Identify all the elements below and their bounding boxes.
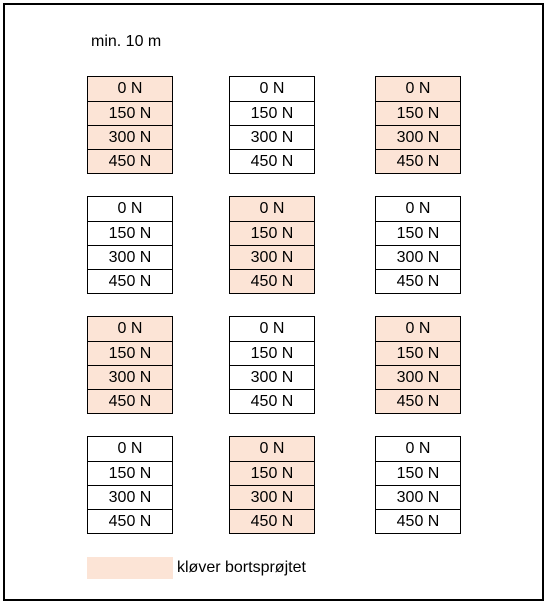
distance-label: min. 10 m: [91, 33, 162, 50]
plot-cell: 300 N: [230, 125, 314, 149]
plot-cell: 150 N: [230, 101, 314, 125]
plot-cell: 150 N: [376, 341, 460, 365]
plot-cell: 150 N: [376, 101, 460, 125]
plot-cell: 450 N: [88, 509, 172, 533]
plot-cell: 0 N: [376, 317, 460, 341]
plot-cell: 300 N: [230, 365, 314, 389]
plot-cell: 150 N: [376, 221, 460, 245]
plot-cell: 0 N: [230, 437, 314, 461]
plot-cell: 150 N: [88, 341, 172, 365]
plot-r2-c3: [375, 196, 461, 294]
plot-cell: 300 N: [88, 485, 172, 509]
plot-cell: 0 N: [88, 317, 172, 341]
plot-cell: 0 N: [376, 197, 460, 221]
plot-cell: 450 N: [88, 269, 172, 293]
plot-cell: 450 N: [376, 269, 460, 293]
plot-cell: 300 N: [376, 485, 460, 509]
plot-r2-c1: [87, 196, 173, 294]
plot-cell: 0 N: [230, 317, 314, 341]
plot-cell: 0 N: [376, 437, 460, 461]
plot-cell: 450 N: [88, 389, 172, 413]
plot-cell: 0 N: [376, 77, 460, 101]
plot-cell: 300 N: [376, 245, 460, 269]
plot-cell: 450 N: [230, 509, 314, 533]
plot-cell: 0 N: [230, 197, 314, 221]
plot-cell: 450 N: [230, 269, 314, 293]
plot-cell: 0 N: [88, 77, 172, 101]
plot-r1-c3: [375, 76, 461, 174]
plot-r4-c2: [229, 436, 315, 534]
plot-cell: 300 N: [376, 365, 460, 389]
plot-cell: 300 N: [230, 245, 314, 269]
plot-cell: 300 N: [88, 365, 172, 389]
plot-cell: 300 N: [230, 485, 314, 509]
plot-cell: 0 N: [88, 437, 172, 461]
plot-r3-c2: [229, 316, 315, 414]
plot-r4-c1: [87, 436, 173, 534]
plot-cell: 150 N: [376, 461, 460, 485]
plot-r3-c3: [375, 316, 461, 414]
plot-r1-c2: [229, 76, 315, 174]
plot-cell: 300 N: [376, 125, 460, 149]
legend-swatch: [87, 557, 173, 579]
plot-cell: 300 N: [88, 125, 172, 149]
plot-cell: 150 N: [230, 341, 314, 365]
plot-r3-c1: [87, 316, 173, 414]
plot-cell: 300 N: [88, 245, 172, 269]
plot-r4-c3: [375, 436, 461, 534]
plot-cell: 0 N: [230, 77, 314, 101]
plot-cell: 0 N: [88, 197, 172, 221]
plot-cell: 150 N: [230, 461, 314, 485]
plot-r1-c1: [87, 76, 173, 174]
plot-r2-c2: [229, 196, 315, 294]
plot-cell: 450 N: [230, 389, 314, 413]
plot-cell: 150 N: [88, 101, 172, 125]
plot-cell: 450 N: [230, 149, 314, 173]
plot-cell: 150 N: [88, 461, 172, 485]
legend-label: kløver bortsprøjtet: [177, 559, 306, 576]
plot-cell: 450 N: [88, 149, 172, 173]
plot-cell: 450 N: [376, 509, 460, 533]
plot-cell: 150 N: [230, 221, 314, 245]
plot-cell: 450 N: [376, 149, 460, 173]
plot-cell: 450 N: [376, 389, 460, 413]
plot-cell: 150 N: [88, 221, 172, 245]
